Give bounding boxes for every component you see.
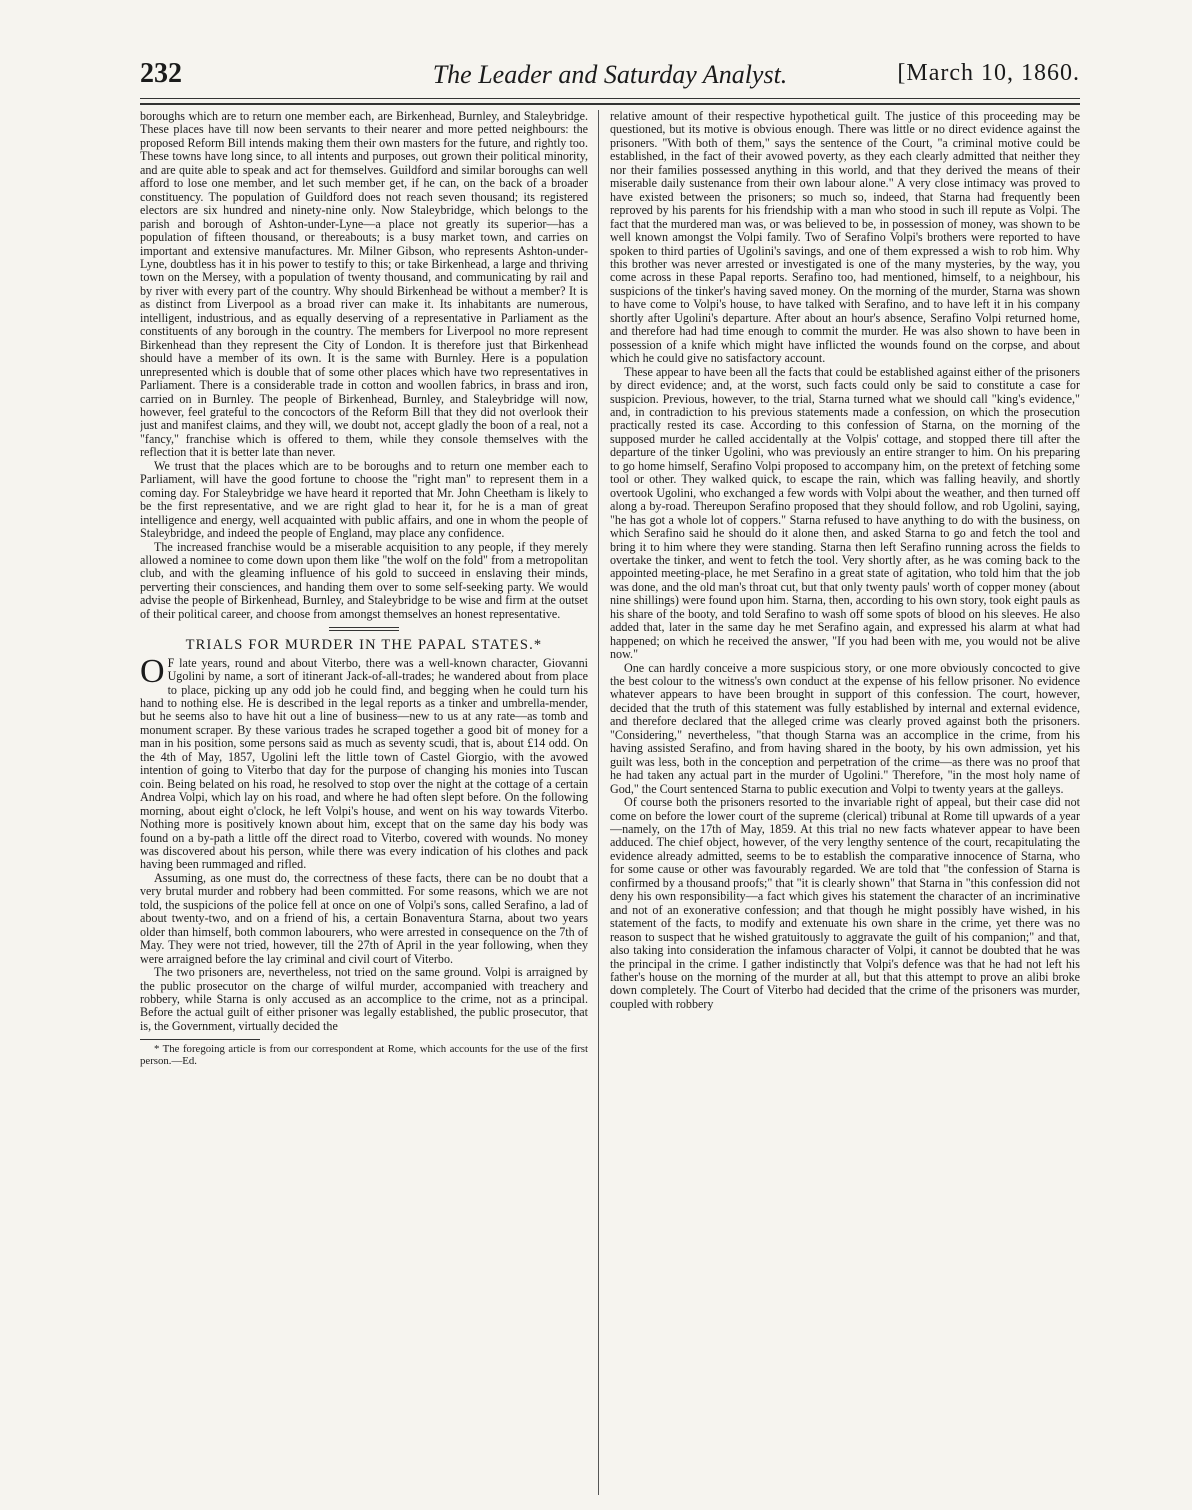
header-rule-thick	[140, 103, 1080, 105]
article-paragraph: relative amount of their respective hypothetical guilt. The justice of this proceeding may be questioned, but its motive is obvious enough. There was little or no direct evidence against the prisoners. "With both of them," says the sentence of the Court, "a criminal motive could be established, in the fact of their avowed poverty, as they each clearly admitted that neither they nor their families possessed anything in this world, and that they derived the means of their miserable daily sustenance from their own labour alone." A very close intimacy was proved to have existed between the prisoners; so much so, indeed, that Starna had frequently been reproved by his parents for his friendship with a man who stood in such ill repute as Volpi. The fact that the murdered man was, or was believed to be, in possession of money, was shown to be well known amongst the Volpi family. Two of Serafino Volpi's brothers were reported to have spoken to third parties of Ugolini's savings, and one of them expressed a wish to rob him. Why this brother was never arrested or investigated is one of the many mysteries, by the way, you come across in these Papal reports. Serafino too, had mentioned, himself, to a neighbour, his suspicions of the tinker's having saved money. On the morning of the murder, Starna was shown to have come to Volpi's house, to have talked with Serafino, and to have left it in his company shortly after Ugolini's departure. After about an hour's absence, Serafino Volpi returned home, and therefore had had time enough to commit the murder. He was also shown to have been in possession of a knife which might have inflicted the wounds found on the corpse, and about which he could give no satisfactory account.	[610, 110, 1080, 366]
masthead-title: The Leader and Saturday Analyst.	[432, 60, 788, 89]
article-paragraph: One can hardly conceive a more suspicious story, or one more obviously concocted to give the best colour to the witness's own conduct at the expense of his fellow prisoner. No evidence whatever appears to have been brought in support of this confession. The court, however, decided that the truth of this statement was fully established by internal and external evidence, and therefore declared that the alleged crime was clearly proved against both the prisoners. "Considering," nevertheless, "that though Starna was an accomplice in the crime, from his having assisted Serafino, and from having shared in the booty, by his own admission, yet his guilt was less, both in the conception and perpetration of the crime—as there was no proof that he had taken any actual part in the murder of Ugolini." Therefore, "in the most holy name of God," the Court sentenced Starna to public execution and Volpi to twenty years at the galleys.	[610, 660, 1080, 796]
opening-text: F late years, round and about Viterbo, there was a well-known character, Giovanni Ugolini by name, a sort of itinerant Jack-of-all-trades; he wandered about from place to place, picking up any odd job he could find, and begging when he could turn his hand to nothing else. He is described in the legal reports as a tinker and umbrella-mender, but he seems also to have hit out a line of business—new to us at any rate—as tomb and monument scraper. By these various trades he scraped together a good bit of money for a man in his position, some persons said as much as seventy scudi, that is, about £14 odd. On the 4th of May, 1857, Ugolini left the little town of Castel Giorgio, with the avowed intention of going to Viterbo that day for the purpose of changing his monies into Tuscan coin. Being belated on his road, he resolved to stop over the night at the cottage of a certain Andrea Volpi, which lay on his road, and where he had often slept before. On the following morning, about eight o'clock, he left Volpi's house, and went on his way towards Viterbo. Nothing more is positively known about him, except that on the same day his body was found on a by-path a little off the direct road to Viterbo, covered with wounds. No money was discovered about his person, while there was every indication of his clothes and pack having been rummaged and rifled.	[140, 655, 588, 872]
article-heading: TRIALS FOR MURDER IN THE PAPAL STATES.*	[185, 637, 543, 654]
page-header	[140, 58, 1080, 98]
footnote: * The foregoing article is from our correspondent at Rome, which accounts for the use of the first person.—Ed.	[140, 1043, 588, 1068]
article-paragraph: Of course both the prisoners resorted to the invariable right of appeal, but their case did not come on before the lower court of the supreme (clerical) tribunal at Rome till upwards of a year—namely, on the 17th of May, 1859. At this trial no new facts whatever appear to have been adduced. The chief object, however, of the very lengthy sentence of the court, recapitulating the evidence already admitted, seems to be to establish the comparative innocence of Starna, who for some cause or other was favourably regarded. We are told that "the confession of Starna is confirmed by a thousand proofs;" that "it is clearly shown" that Starna in "this confession did not deny his own responsibility—a fact which gives his statement the character of an incriminative and not of an exonerative confession; and that though he might possibly have wished, in his statement of the facts, to modify and extenuate his own share in the crime, yet there was no reason to suspect that he wished gratuitously to aggravate the guilt of his companion;" and that, also taking into consideration the infamous character of Volpi, it cannot be doubted that he was the principal in the crime. I gather indistinctly that Volpi's defence was that he had not left his father's house on the morning of the murder at all, but that this attempt to prove an alibi broke down completely. The Court of Viterbo had decided that the crime of the prisoners was murder, coupled with robbery	[610, 795, 1080, 1011]
page-number: 232	[140, 58, 182, 89]
article-paragraph: We trust that the places which are to be boroughs and to return one member each to Parliament, will have the good fortune to choose the "right man" to represent them in a coming day. For Staleybridge we have heard it reported that Mr. John Cheetham is likely to be the first representative, and we are right glad to hear it, for he is a man of great intelligence and energy, well acquainted with public affairs, and one in whom the people of Staleybridge, and indeed the people of England, may place any confidence.	[140, 458, 588, 541]
drop-cap: O	[140, 652, 165, 690]
header-rule-thin	[140, 98, 1080, 99]
article-paragraph: These appear to have been all the facts that could be established against either of the prisoners by direct evidence; and, at the worst, such facts could only be said to constitute a case for suspicion. Previous, however, to the trial, Starna turned what we should call "king's evidence," and, in contradiction to his previous statements made a confession, on which the prosecution practically rested its case. According to this confession of Starna, on the morning of the supposed murder he called accidentally at the Volpis' cottage, and stopped there till after the departure of the tinker Ugolini, who was previously an entire stranger to him. On his preparing to go home himself, Serafino Volpi proposed to accompany him, on the pretext of fetching some tool or other. They walked quick, to escape the rain, which was falling heavily, and shortly overtook Ugolini, who exchanged a few words with Volpi about the weather, and then turned off along a by-road. Thereupon Serafino proposed that they should follow, and rob Ugolini, saying, "he has got a whole lot of coppers." Starna refused to have anything to do with the business, on which Serafino said he should do it alone then, and asked Starna to go and fetch the tool and bring it to him where they were standing. Starna then left Serafino running across the fields to overtake the tinker, and went to fetch the tool. Very shortly after, as he was coming back to the appointed meeting-place, he met Serafino in a great state of agitation, who told him that the job was done, and the old man's throat cut, but that only twenty pauls' worth of copper money (about nine shillings) were found upon him. Starna, then, according to his own story, took eight pauls as his share of the booty, and told Serafino to wash off some spots of blood on his sleeves. He also added that, later in the same day he met Serafino again, and expressed his alarm at what had happened; on which he received the answer, "If you had been with me, you would not be alive now."	[610, 364, 1080, 662]
issue-date: [March 10, 1860.	[897, 60, 1080, 86]
article-paragraph-opening	[140, 652, 588, 872]
left-column	[140, 110, 588, 1495]
article-paragraph: The two prisoners are, nevertheless, not tried on the same ground. Volpi is arraigned by the public prosecutor on the charge of wilful murder, accompanied with treachery and robbery, while Starna is only accused as an accomplice to the crime, not as a principal. Before the actual guilt of either prisoner was legally established, the public prosecutor, that is, the Government, virtually decided the	[140, 965, 588, 1033]
footnote-rule	[140, 1039, 260, 1040]
column-divider	[598, 110, 599, 1495]
section-separator	[329, 627, 399, 631]
article-paragraph: The increased franchise would be a miserable acquisition to any people, if they merely allowed a nominee to come down upon them like "the wolf on the fold" from a metropolitan club, and with the gleaming influence of his gold to succeed in enslaving their minds, perverting their consciences, and handing them over to some self-seeking party. We would advise the people of Birkenhead, Burnley, and Staleybridge to be wise and firm at the outset of their political career, and choose from amongst themselves an honest representative.	[140, 539, 588, 621]
article-paragraph: Assuming, as one must do, the correctness of these facts, there can be no doubt that a very brutal murder and robbery had been committed. For some reasons, which we are not told, the suspicions of the police fell at once on one of Volpi's sons, called Serafino, a lad of about twenty-two, and on a friend of his, a certain Bonaventura Starna, about two years older than himself, both common labourers, who were arrested in consequence on the 7th of May. They were not tried, however, till the 27th of April in the year following, when they were arraigned before the lay criminal and civil court of Viterbo.	[140, 870, 588, 966]
right-column	[610, 110, 1080, 1495]
article-paragraph: boroughs which are to return one member each, are Birkenhead, Burnley, and Staleybridge. These places have till now been servants to their nearer and more petted neighbours: the proposed Reform Bill intends making them their own masters for the future, and rightly too. These towns have long since, to all intents and purposes, out grown their political minority, and are quite able to speak and act for themselves. Guildford and similar boroughs can well afford to lose one member, and let such member get, if he can, on the back of a broader constituency. The population of Guildford does not reach seven thousand; its registered electors are six hundred and ninety-nine only. Now Staleybridge, which belongs to the parish and borough of Ashton-under-Lyne—a place not greatly its superior—has a population of fifteen thousand, or thereabouts; is a busy market town, and carries on important and extensive manufactures. Mr. Milner Gibson, who represents Ashton-under-Lyne, doubtless has it in his power to testify to this; or take Birkenhead, a large and thriving town on the Mersey, with a population of twenty thousand, and communicating by rail and by river with every part of the country. Why should Birkenhead be without a member? It is as distinct from Liverpool as a broad river can make it. Its inhabitants are numerous, intelligent, industrious, and as equally deserving of a representative in Parliament as the constituents of any borough in the country. The members for Liverpool no more represent Birkenhead than they represent the City of London. It is therefore just that Birkenhead should have a member of its own. It is the same with Burnley. Here is a population unrepresented which is double that of some other places which have two representatives in Parliament. There is a considerable trade in cotton and woollen fabrics, in brass and iron, carried on in Burnley. The people of Birkenhead, Burnley, and Staleybridge will now, however, feel grateful to the concoctors of the Reform Bill that they did not overlook their just and manifest claims, and they will, we doubt not, accept gladly the boon of a real, not a "fancy," franchise which is offered to them, while they console themselves with the reflection that it is better late than never.	[140, 110, 588, 460]
